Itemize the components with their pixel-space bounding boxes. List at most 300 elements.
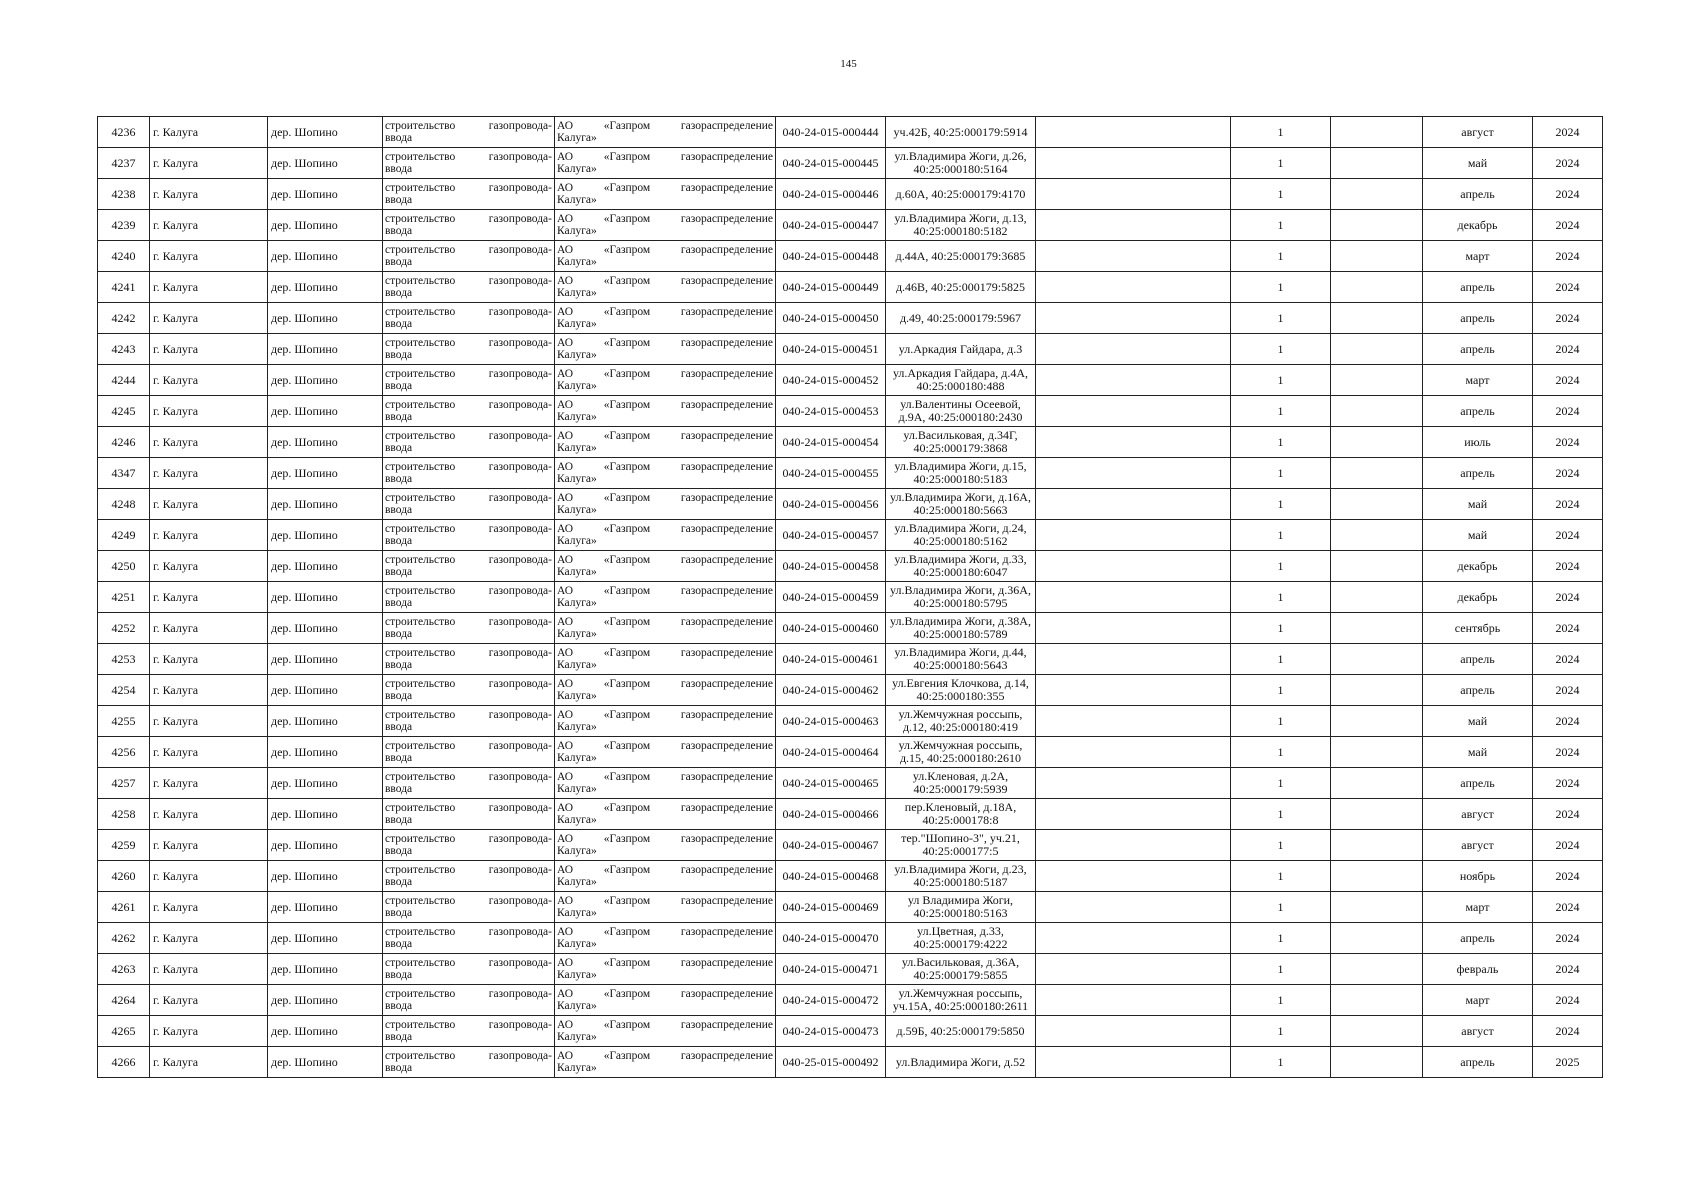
work-type-line2: ввода <box>385 535 413 547</box>
organization-line2: Калуга» <box>557 473 597 485</box>
work-type-cell <box>383 1016 555 1047</box>
code-cell: 040-24-015-000446 <box>776 179 886 210</box>
work-type-line1: строительство газопровода- <box>385 833 552 845</box>
work-type-line2: ввода <box>385 380 413 392</box>
empty-cell <box>1036 551 1231 582</box>
city-cell: г. Калуга <box>150 861 268 892</box>
table-row <box>98 179 1603 210</box>
row-number: 4237 <box>98 148 150 179</box>
empty-cell <box>1331 985 1423 1016</box>
organization-line1: АО «Газпром газораспределение <box>557 833 773 845</box>
organization-cell <box>555 396 776 427</box>
address-cell: ул Владимира Жоги, 40:25:000180:5163 <box>886 892 1036 923</box>
city-cell: г. Калуга <box>150 985 268 1016</box>
row-number: 4257 <box>98 768 150 799</box>
empty-cell <box>1036 1047 1231 1078</box>
work-type-line2: ввода <box>385 938 413 950</box>
address-cell: ул.Цветная, д.33, 40:25:000179:4222 <box>886 923 1036 954</box>
address-cell: д.59Б, 40:25:000179:5850 <box>886 1016 1036 1047</box>
quantity-cell: 1 <box>1231 985 1331 1016</box>
organization-line1: АО «Газпром газораспределение <box>557 802 773 814</box>
table-row <box>98 737 1603 768</box>
year-cell: 2024 <box>1533 644 1603 675</box>
village-cell: дер. Шопино <box>268 954 383 985</box>
month-cell: апрель <box>1423 458 1533 489</box>
village-cell: дер. Шопино <box>268 179 383 210</box>
city-cell: г. Калуга <box>150 365 268 396</box>
organization-line1: АО «Газпром газораспределение <box>557 1019 773 1031</box>
work-type-line2: ввода <box>385 194 413 206</box>
empty-cell <box>1036 799 1231 830</box>
row-number: 4261 <box>98 892 150 923</box>
work-type-line1: строительство газопровода- <box>385 864 552 876</box>
village-cell: дер. Шопино <box>268 1047 383 1078</box>
organization-cell <box>555 768 776 799</box>
organization-line2: Калуга» <box>557 380 597 392</box>
empty-cell <box>1036 923 1231 954</box>
organization-line2: Калуга» <box>557 659 597 671</box>
month-cell: февраль <box>1423 954 1533 985</box>
organization-line2: Калуга» <box>557 783 597 795</box>
work-type-line2: ввода <box>385 876 413 888</box>
organization-cell <box>555 241 776 272</box>
organization-cell <box>555 179 776 210</box>
city-cell: г. Калуга <box>150 210 268 241</box>
organization-line1: АО «Газпром газораспределение <box>557 275 773 287</box>
work-type-line2: ввода <box>385 969 413 981</box>
organization-cell <box>555 644 776 675</box>
organization-cell <box>555 1047 776 1078</box>
table-row <box>98 799 1603 830</box>
quantity-cell: 1 <box>1231 1016 1331 1047</box>
work-type-cell <box>383 365 555 396</box>
year-cell: 2024 <box>1533 706 1603 737</box>
organization-cell <box>555 737 776 768</box>
quantity-cell: 1 <box>1231 582 1331 613</box>
empty-cell <box>1036 458 1231 489</box>
quantity-cell: 1 <box>1231 303 1331 334</box>
organization-line2: Калуга» <box>557 194 597 206</box>
village-cell: дер. Шопино <box>268 706 383 737</box>
organization-line1: АО «Газпром газораспределение <box>557 988 773 1000</box>
empty-cell <box>1036 830 1231 861</box>
work-type-line1: строительство газопровода- <box>385 678 552 690</box>
row-number: 4236 <box>98 117 150 148</box>
organization-cell <box>555 210 776 241</box>
month-cell: август <box>1423 1016 1533 1047</box>
row-number: 4254 <box>98 675 150 706</box>
city-cell: г. Калуга <box>150 613 268 644</box>
empty-cell <box>1331 520 1423 551</box>
row-number: 4264 <box>98 985 150 1016</box>
row-number: 4253 <box>98 644 150 675</box>
city-cell: г. Калуга <box>150 706 268 737</box>
work-type-line1: строительство газопровода- <box>385 616 552 628</box>
organization-cell <box>555 520 776 551</box>
work-type-line1: строительство газопровода- <box>385 926 552 938</box>
organization-line1: АО «Газпром газораспределение <box>557 771 773 783</box>
organization-line1: АО «Газпром газораспределение <box>557 647 773 659</box>
empty-cell <box>1331 892 1423 923</box>
code-cell: 040-24-015-000473 <box>776 1016 886 1047</box>
city-cell: г. Калуга <box>150 1047 268 1078</box>
year-cell: 2024 <box>1533 675 1603 706</box>
empty-cell <box>1331 117 1423 148</box>
village-cell: дер. Шопино <box>268 520 383 551</box>
month-cell: апрель <box>1423 272 1533 303</box>
table-row <box>98 272 1603 303</box>
month-cell: май <box>1423 148 1533 179</box>
address-cell: ул.Владимира Жоги, д.33, 40:25:000180:6047 <box>886 551 1036 582</box>
year-cell: 2024 <box>1533 365 1603 396</box>
empty-cell <box>1036 520 1231 551</box>
work-type-line2: ввода <box>385 504 413 516</box>
empty-cell <box>1331 334 1423 365</box>
city-cell: г. Калуга <box>150 737 268 768</box>
month-cell: март <box>1423 892 1533 923</box>
address-cell: пер.Кленовый, д.18А, 40:25:000178:8 <box>886 799 1036 830</box>
organization-line2: Калуга» <box>557 969 597 981</box>
organization-line2: Калуга» <box>557 628 597 640</box>
organization-line1: АО «Газпром газораспределение <box>557 182 773 194</box>
month-cell: май <box>1423 489 1533 520</box>
empty-cell <box>1331 272 1423 303</box>
quantity-cell: 1 <box>1231 427 1331 458</box>
empty-cell <box>1331 706 1423 737</box>
organization-line1: АО «Газпром газораспределение <box>557 244 773 256</box>
year-cell: 2024 <box>1533 210 1603 241</box>
city-cell: г. Калуга <box>150 334 268 365</box>
empty-cell <box>1331 148 1423 179</box>
table-row <box>98 1016 1603 1047</box>
table-row <box>98 675 1603 706</box>
work-type-line2: ввода <box>385 132 413 144</box>
village-cell: дер. Шопино <box>268 675 383 706</box>
organization-line1: АО «Газпром газораспределение <box>557 709 773 721</box>
month-cell: апрель <box>1423 179 1533 210</box>
code-cell: 040-24-015-000460 <box>776 613 886 644</box>
organization-line2: Калуга» <box>557 535 597 547</box>
organization-line1: АО «Газпром газораспределение <box>557 554 773 566</box>
empty-cell <box>1036 427 1231 458</box>
month-cell: сентябрь <box>1423 613 1533 644</box>
row-number: 4252 <box>98 613 150 644</box>
empty-cell <box>1331 861 1423 892</box>
work-type-line2: ввода <box>385 411 413 423</box>
organization-cell <box>555 303 776 334</box>
address-cell: ул.Васильковая, д.34Г, 40:25:000179:3868 <box>886 427 1036 458</box>
code-cell: 040-24-015-000470 <box>776 923 886 954</box>
code-cell: 040-24-015-000472 <box>776 985 886 1016</box>
year-cell: 2024 <box>1533 427 1603 458</box>
address-cell: уч.42Б, 40:25:000179:5914 <box>886 117 1036 148</box>
address-cell: ул.Владимира Жоги, д.44, 40:25:000180:5643 <box>886 644 1036 675</box>
quantity-cell: 1 <box>1231 520 1331 551</box>
table-row <box>98 985 1603 1016</box>
table-row <box>98 768 1603 799</box>
village-cell: дер. Шопино <box>268 241 383 272</box>
year-cell: 2024 <box>1533 303 1603 334</box>
organization-line1: АО «Газпром газораспределение <box>557 616 773 628</box>
organization-cell <box>555 148 776 179</box>
work-type-line1: строительство газопровода- <box>385 802 552 814</box>
year-cell: 2024 <box>1533 582 1603 613</box>
row-number: 4347 <box>98 458 150 489</box>
organization-cell <box>555 892 776 923</box>
quantity-cell: 1 <box>1231 334 1331 365</box>
empty-cell <box>1036 706 1231 737</box>
table-row <box>98 644 1603 675</box>
row-number: 4249 <box>98 520 150 551</box>
village-cell: дер. Шопино <box>268 303 383 334</box>
address-cell: ул.Владимира Жоги, д.24, 40:25:000180:5162 <box>886 520 1036 551</box>
address-cell: ул.Жемчужная россыпь, д.15, 40:25:000180:2610 <box>886 737 1036 768</box>
village-cell: дер. Шопино <box>268 117 383 148</box>
city-cell: г. Калуга <box>150 644 268 675</box>
organization-line1: АО «Газпром газораспределение <box>557 337 773 349</box>
month-cell: апрель <box>1423 303 1533 334</box>
address-cell: ул.Валентины Осеевой, д.9А, 40:25:000180:2430 <box>886 396 1036 427</box>
village-cell: дер. Шопино <box>268 830 383 861</box>
table-row <box>98 303 1603 334</box>
empty-cell <box>1331 675 1423 706</box>
organization-line1: АО «Газпром газораспределение <box>557 895 773 907</box>
month-cell: апрель <box>1423 768 1533 799</box>
work-type-line2: ввода <box>385 349 413 361</box>
address-cell: ул.Владимира Жоги, д.15, 40:25:000180:5183 <box>886 458 1036 489</box>
organization-line2: Калуга» <box>557 721 597 733</box>
row-number: 4239 <box>98 210 150 241</box>
empty-cell <box>1331 737 1423 768</box>
quantity-cell: 1 <box>1231 954 1331 985</box>
work-type-line1: строительство газопровода- <box>385 275 552 287</box>
city-cell: г. Калуга <box>150 458 268 489</box>
year-cell: 2024 <box>1533 489 1603 520</box>
table-row <box>98 489 1603 520</box>
address-cell: ул.Владимира Жоги, д.52 <box>886 1047 1036 1078</box>
empty-cell <box>1331 644 1423 675</box>
organization-line2: Калуга» <box>557 566 597 578</box>
empty-cell <box>1036 954 1231 985</box>
organization-cell <box>555 613 776 644</box>
village-cell: дер. Шопино <box>268 582 383 613</box>
address-cell: ул.Владимира Жоги, д.38А, 40:25:000180:5789 <box>886 613 1036 644</box>
month-cell: апрель <box>1423 1047 1533 1078</box>
work-type-cell <box>383 179 555 210</box>
table-row <box>98 520 1603 551</box>
year-cell: 2024 <box>1533 334 1603 365</box>
work-type-line2: ввода <box>385 442 413 454</box>
month-cell: июль <box>1423 427 1533 458</box>
table-row <box>98 954 1603 985</box>
organization-cell <box>555 334 776 365</box>
organization-cell <box>555 427 776 458</box>
organization-cell <box>555 923 776 954</box>
row-number: 4246 <box>98 427 150 458</box>
empty-cell <box>1331 613 1423 644</box>
empty-cell <box>1331 489 1423 520</box>
quantity-cell: 1 <box>1231 644 1331 675</box>
empty-cell <box>1331 954 1423 985</box>
quantity-cell: 1 <box>1231 148 1331 179</box>
city-cell: г. Калуга <box>150 520 268 551</box>
code-cell: 040-24-015-000454 <box>776 427 886 458</box>
empty-cell <box>1331 427 1423 458</box>
village-cell: дер. Шопино <box>268 489 383 520</box>
quantity-cell: 1 <box>1231 768 1331 799</box>
month-cell: апрель <box>1423 334 1533 365</box>
table-row <box>98 861 1603 892</box>
month-cell: апрель <box>1423 396 1533 427</box>
month-cell: апрель <box>1423 923 1533 954</box>
year-cell: 2024 <box>1533 768 1603 799</box>
work-type-line1: строительство газопровода- <box>385 1019 552 1031</box>
quantity-cell: 1 <box>1231 489 1331 520</box>
month-cell: август <box>1423 830 1533 861</box>
code-cell: 040-24-015-000447 <box>776 210 886 241</box>
work-type-cell <box>383 861 555 892</box>
city-cell: г. Калуга <box>150 489 268 520</box>
organization-line2: Калуга» <box>557 318 597 330</box>
work-type-line2: ввода <box>385 225 413 237</box>
work-type-line1: строительство газопровода- <box>385 957 552 969</box>
work-type-cell <box>383 303 555 334</box>
table-row <box>98 210 1603 241</box>
code-cell: 040-24-015-000466 <box>776 799 886 830</box>
organization-line2: Калуга» <box>557 504 597 516</box>
table-row <box>98 241 1603 272</box>
work-type-line1: строительство газопровода- <box>385 461 552 473</box>
work-type-line1: строительство газопровода- <box>385 337 552 349</box>
work-type-cell <box>383 954 555 985</box>
month-cell: ноябрь <box>1423 861 1533 892</box>
organization-line2: Калуга» <box>557 349 597 361</box>
address-cell: ул.Владимира Жоги, д.16А, 40:25:000180:5663 <box>886 489 1036 520</box>
organization-cell <box>555 1016 776 1047</box>
empty-cell <box>1036 179 1231 210</box>
quantity-cell: 1 <box>1231 551 1331 582</box>
empty-cell <box>1331 799 1423 830</box>
empty-cell <box>1036 365 1231 396</box>
year-cell: 2024 <box>1533 985 1603 1016</box>
organization-line2: Калуга» <box>557 411 597 423</box>
work-type-line2: ввода <box>385 690 413 702</box>
village-cell: дер. Шопино <box>268 644 383 675</box>
table-row <box>98 830 1603 861</box>
village-cell: дер. Шопино <box>268 551 383 582</box>
row-number: 4241 <box>98 272 150 303</box>
quantity-cell: 1 <box>1231 458 1331 489</box>
organization-line1: АО «Газпром газораспределение <box>557 430 773 442</box>
year-cell: 2024 <box>1533 923 1603 954</box>
code-cell: 040-24-015-000444 <box>776 117 886 148</box>
work-type-cell <box>383 737 555 768</box>
year-cell: 2024 <box>1533 520 1603 551</box>
work-type-cell <box>383 427 555 458</box>
work-type-cell <box>383 458 555 489</box>
code-cell: 040-24-015-000445 <box>776 148 886 179</box>
village-cell: дер. Шопино <box>268 985 383 1016</box>
organization-cell <box>555 365 776 396</box>
work-type-line1: строительство газопровода- <box>385 306 552 318</box>
address-cell: д.49, 40:25:000179:5967 <box>886 303 1036 334</box>
row-number: 4245 <box>98 396 150 427</box>
city-cell: г. Калуга <box>150 768 268 799</box>
work-type-line1: строительство газопровода- <box>385 430 552 442</box>
quantity-cell: 1 <box>1231 272 1331 303</box>
work-type-line1: строительство газопровода- <box>385 492 552 504</box>
empty-cell <box>1036 396 1231 427</box>
empty-cell <box>1331 1016 1423 1047</box>
code-cell: 040-24-015-000471 <box>776 954 886 985</box>
organization-cell <box>555 706 776 737</box>
row-number: 4244 <box>98 365 150 396</box>
work-type-line2: ввода <box>385 473 413 485</box>
work-type-cell <box>383 489 555 520</box>
work-type-cell <box>383 892 555 923</box>
empty-cell <box>1036 303 1231 334</box>
organization-cell <box>555 489 776 520</box>
year-cell: 2024 <box>1533 954 1603 985</box>
organization-line2: Калуга» <box>557 752 597 764</box>
work-type-line1: строительство газопровода- <box>385 895 552 907</box>
work-type-line1: строительство газопровода- <box>385 1050 552 1062</box>
code-cell: 040-24-015-000451 <box>776 334 886 365</box>
year-cell: 2024 <box>1533 179 1603 210</box>
empty-cell <box>1331 179 1423 210</box>
row-number: 4258 <box>98 799 150 830</box>
village-cell: дер. Шопино <box>268 613 383 644</box>
work-type-line2: ввода <box>385 597 413 609</box>
row-number: 4260 <box>98 861 150 892</box>
work-type-cell <box>383 1047 555 1078</box>
village-cell: дер. Шопино <box>268 427 383 458</box>
organization-line1: АО «Газпром газораспределение <box>557 585 773 597</box>
city-cell: г. Калуга <box>150 241 268 272</box>
code-cell: 040-24-015-000465 <box>776 768 886 799</box>
address-cell: тер."Шопино-3", уч.21, 40:25:000177:5 <box>886 830 1036 861</box>
organization-cell <box>555 272 776 303</box>
address-cell: ул.Владимира Жоги, д.36А, 40:25:000180:5795 <box>886 582 1036 613</box>
table-row <box>98 148 1603 179</box>
work-type-line2: ввода <box>385 163 413 175</box>
village-cell: дер. Шопино <box>268 923 383 954</box>
organization-line1: АО «Газпром газораспределение <box>557 678 773 690</box>
code-cell: 040-24-015-000458 <box>776 551 886 582</box>
work-type-line2: ввода <box>385 721 413 733</box>
month-cell: декабрь <box>1423 582 1533 613</box>
city-cell: г. Калуга <box>150 551 268 582</box>
year-cell: 2025 <box>1533 1047 1603 1078</box>
organization-cell <box>555 582 776 613</box>
row-number: 4259 <box>98 830 150 861</box>
work-type-line1: строительство газопровода- <box>385 523 552 535</box>
organization-line2: Калуга» <box>557 814 597 826</box>
code-cell: 040-24-015-000455 <box>776 458 886 489</box>
row-number: 4265 <box>98 1016 150 1047</box>
city-cell: г. Калуга <box>150 892 268 923</box>
month-cell: апрель <box>1423 675 1533 706</box>
month-cell: декабрь <box>1423 210 1533 241</box>
organization-line1: АО «Газпром газораспределение <box>557 368 773 380</box>
work-type-line1: строительство газопровода- <box>385 213 552 225</box>
month-cell: май <box>1423 520 1533 551</box>
work-type-line1: строительство газопровода- <box>385 988 552 1000</box>
work-type-cell <box>383 520 555 551</box>
quantity-cell: 1 <box>1231 861 1331 892</box>
address-cell: ул.Владимира Жоги, д.26, 40:25:000180:5164 <box>886 148 1036 179</box>
work-type-cell <box>383 830 555 861</box>
